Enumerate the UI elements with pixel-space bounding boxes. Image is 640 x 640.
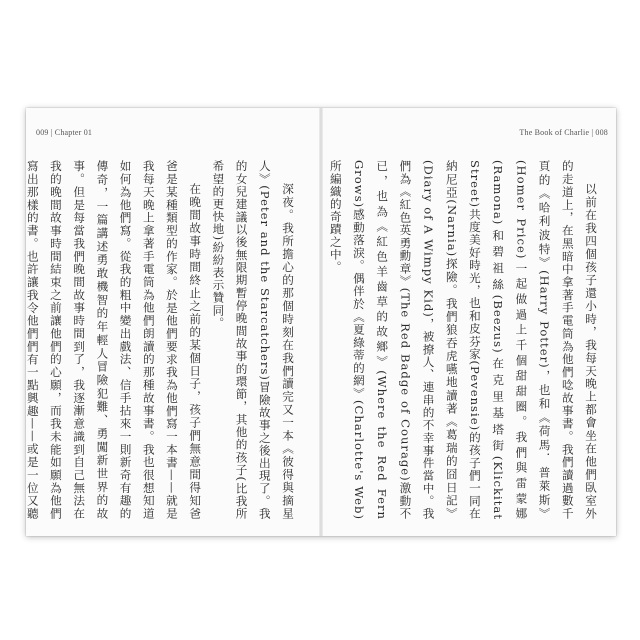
book-spread bbox=[26, 108, 616, 536]
right-page bbox=[321, 108, 616, 536]
right-running-head: The Book of Charlie | 008 bbox=[519, 128, 608, 137]
left-paragraph-1: 深夜。我所擔心的那個時刻在我們讀完又一本《彼得與摘星人》(Peter and the Starcatchers)冒險故事之後出現了。我的女兒建議以後無限期暫停晚間故事的環節，其他的孩子(比我所希望的更快地)紛紛表示贊同。 bbox=[211, 160, 295, 520]
left-page-text bbox=[26, 160, 299, 520]
right-paragraph-2 bbox=[321, 160, 324, 520]
left-paragraph-2: 在晚間故事時間終止之前的某個日子，孩子們無意間得知爸爸是某種類型的作家。於是他們要求我為他們寫一本書——就是我每天晚上拿著手電筒為他們朗讀的那種故事書。我也很想知道如何為他們寫。從我的粗中變出戲法、信手拈來一則新奇有趣的傳奇，一篇講述勇敢機智的年輕人冒險犯難、勇闖新世界的故事。但是每當我們晚間故事時間到了，我逐漸意識到自己無法在我的晚間故事時間結束之前讓他們的心願，而我未能如願為他們寫出那樣的書。也許讓我令他們們有一點興趣——或是一位又聽 bbox=[26, 160, 203, 520]
left-running-head: 009 | Chapter 01 bbox=[36, 128, 93, 137]
right-page-text bbox=[328, 160, 602, 520]
left-page bbox=[26, 108, 321, 536]
right-paragraph-1: 以前在我四個孩子還小時，我每天晚上都會坐在他們臥室外的走道上，在黑暗中拿著手電筒為他們唸故事書。我們讀過數千頁的《哈利波特》(Harry Potter)，也和《荷馬．普萊斯》(Homer Price)一起做過上千個甜甜圈。我們與雷蒙娜(Ramona)和碧祖絲(Beezus)在克里基塔街(Klickitat Street)共度美好時光，也和皮芬家(Pevensie)的孩子們一同在納尼亞(Narnia)探險。我們狼吞虎嚥地讀著《葛瑞的囧日記》(Diary of A Wimpy Kid)，被撩人、連串的不幸事件當中。我們為《紅色英勇勳章》(The Red Badge of Courage)激動不已，也為《紅色羊齒草的故鄉》(Where the Red Fern Grows)感動落淚。偶伴於《夏綠蒂的網》(Charlotte's Web)所編織的奇蹟之中。 bbox=[328, 160, 598, 520]
